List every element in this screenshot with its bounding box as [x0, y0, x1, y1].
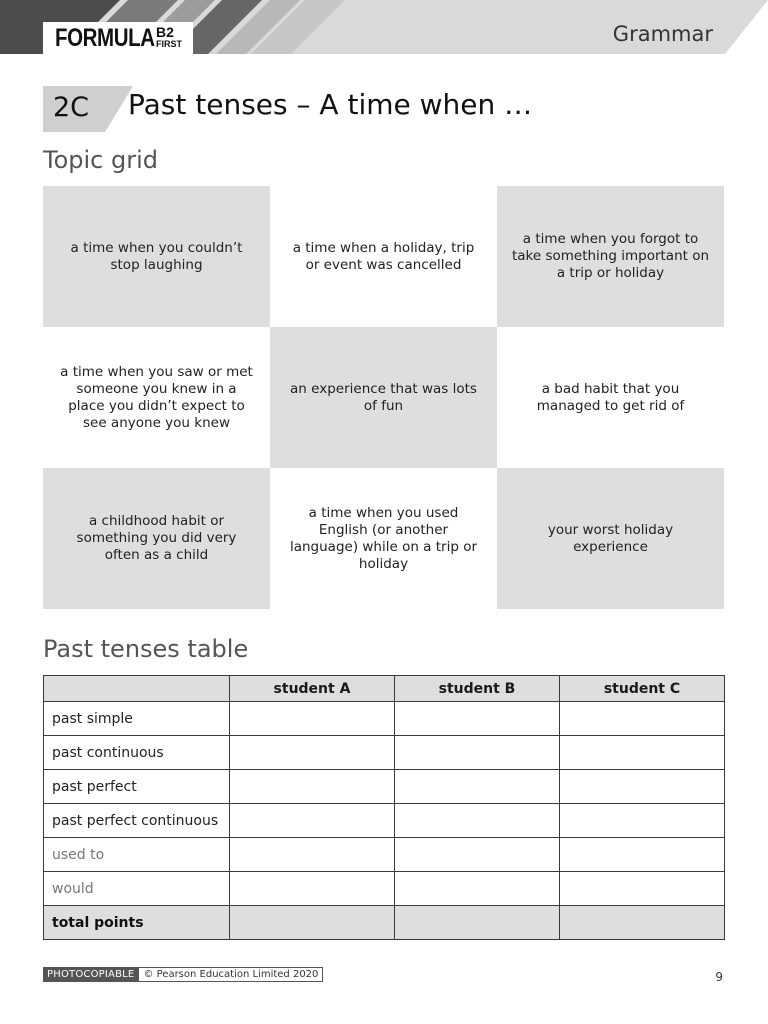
copyright-notice: © Pearson Education Limited 2020	[138, 967, 323, 982]
topic-cell: an experience that was lots of fun	[270, 327, 497, 468]
table-header-row	[44, 676, 725, 702]
score-cell[interactable]	[230, 770, 395, 804]
unit-code: 2C	[53, 92, 90, 123]
page-header	[0, 0, 768, 54]
topic-grid-heading: Topic grid	[43, 146, 158, 174]
topic-cell: a time when you used English (or another language) while on a trip or holiday	[289, 504, 478, 572]
row-label: used to	[44, 838, 230, 872]
unit-tag	[43, 86, 133, 132]
logo-level-code: B2	[156, 24, 174, 40]
row-label: total points	[44, 906, 230, 940]
score-cell[interactable]	[230, 702, 395, 736]
total-cell[interactable]	[560, 906, 725, 940]
row-label: past perfect continuous	[44, 804, 230, 838]
score-cell[interactable]	[560, 838, 725, 872]
table-row	[44, 702, 725, 736]
score-cell[interactable]	[395, 770, 560, 804]
score-cell[interactable]	[395, 872, 560, 906]
topic-cell: a time when you forgot to take something important on a trip or holiday	[497, 186, 724, 327]
topic-cell: your worst holiday experience	[497, 468, 724, 609]
table-row	[44, 838, 725, 872]
page-footer	[43, 967, 323, 982]
score-cell[interactable]	[560, 804, 725, 838]
table-row	[44, 770, 725, 804]
logo-wordmark: FORMULA	[55, 23, 155, 52]
score-cell[interactable]	[230, 838, 395, 872]
topic-cell: a time when a holiday, trip or event was cancelled	[292, 239, 475, 273]
score-cell[interactable]	[230, 804, 395, 838]
table-row	[44, 736, 725, 770]
logo-level-sub: FIRST	[156, 39, 182, 49]
score-cell[interactable]	[395, 804, 560, 838]
total-row	[44, 906, 725, 940]
row-label: past continuous	[44, 736, 230, 770]
row-label: past perfect	[44, 770, 230, 804]
past-tenses-table	[43, 675, 725, 940]
table-row	[44, 804, 725, 838]
score-cell[interactable]	[560, 872, 725, 906]
score-cell[interactable]	[395, 838, 560, 872]
score-cell[interactable]	[560, 770, 725, 804]
photocopiable-badge: PHOTOCOPIABLE	[43, 967, 138, 982]
page-number: 9	[715, 970, 723, 984]
score-cell[interactable]	[395, 702, 560, 736]
column-header: student C	[560, 676, 725, 702]
row-label: would	[44, 872, 230, 906]
total-cell[interactable]	[230, 906, 395, 940]
row-label: past simple	[44, 702, 230, 736]
tenses-table-heading: Past tenses table	[43, 635, 249, 663]
logo-level	[156, 25, 182, 49]
score-cell[interactable]	[395, 736, 560, 770]
topic-cell: a childhood habit or something you did very often as a child	[43, 468, 270, 609]
topic-cell: a time when you saw or met someone you knew in a place you didn’t expect to see anyone you knew	[60, 363, 253, 431]
score-cell[interactable]	[560, 702, 725, 736]
table-row	[44, 872, 725, 906]
topic-cell: a bad habit that you managed to get rid of	[536, 380, 685, 414]
total-cell[interactable]	[395, 906, 560, 940]
column-header	[44, 676, 230, 702]
topic-cell: a time when you couldn’t stop laughing	[43, 186, 270, 327]
page-title: Past tenses – A time when …	[128, 88, 533, 121]
score-cell[interactable]	[560, 736, 725, 770]
column-header: student A	[230, 676, 395, 702]
score-cell[interactable]	[230, 736, 395, 770]
section-name: Grammar	[612, 22, 713, 46]
topic-grid	[43, 186, 724, 609]
score-cell[interactable]	[230, 872, 395, 906]
formula-logo	[43, 22, 193, 54]
column-header: student B	[395, 676, 560, 702]
